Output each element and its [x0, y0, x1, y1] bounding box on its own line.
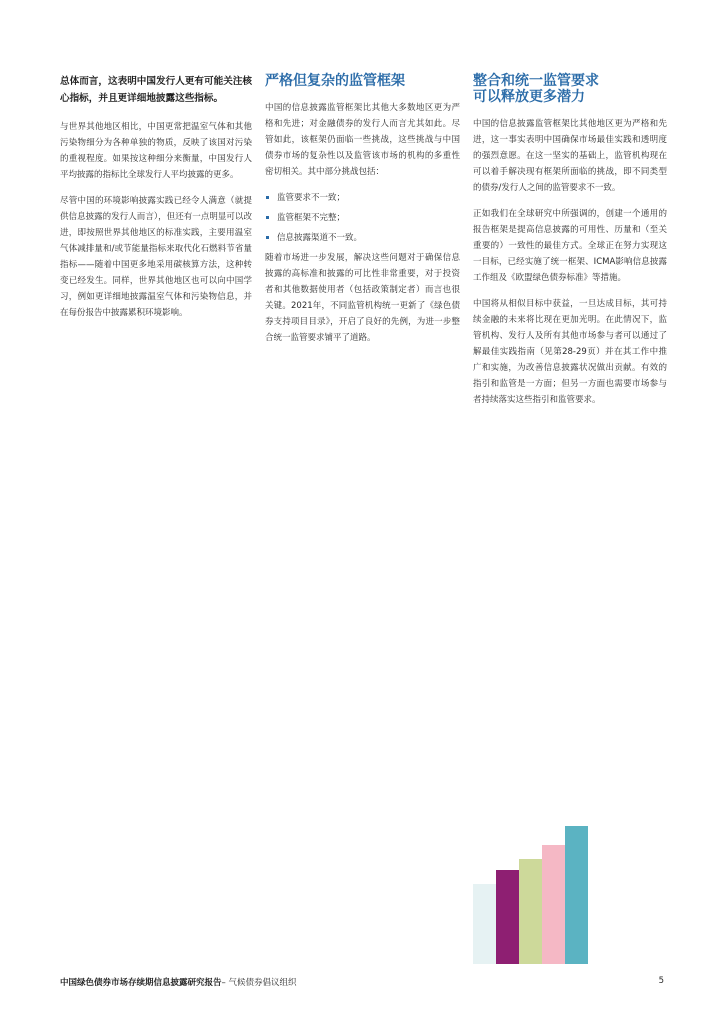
report-title: 中国绿色债券市场存续期信息披露研究报告: [60, 978, 222, 988]
bullet-list: [265, 190, 460, 246]
section-heading: [473, 73, 667, 105]
paragraph: 随着市场进一步发展，解决这些问题对于确保信息披露的高标准和披露的可比性非常重要，对于投资者和其他数据使用者（包括政策制定者）而言也很关键。2021年，不同监管机构统一更新了《绿色债券支持项目目录》，开启了良好的先例，为进一步整合统一监管要求铺平了道路。: [265, 253, 460, 343]
list-item: 监管要求不一致；: [265, 190, 460, 206]
column-middle: [265, 73, 460, 356]
paragraph: 中国的信息披露监管框架比其他地区更为严格和先进，这一事实表明中国确保市场最佳实践和透明度的强烈意愿。在这一坚实的基础上，监管机构现在可以着手解决现有框架所面临的挑战，即不同类型的债券/发行人之间的监管要求不一致。: [473, 119, 667, 193]
paragraph: 与世界其他地区相比，中国更常把温室气体和其他污染物细分为各种单独的物质，反映了该国对污染的重视程度。如果按这种细分来衡量，中国发行人平均披露的指标比全球发行人平均披露的更多。: [60, 122, 252, 180]
decor-bar: [519, 859, 542, 964]
decor-bar: [542, 845, 565, 964]
footer-separator: –: [221, 978, 229, 988]
decor-bar: [496, 870, 519, 964]
decorative-bars: [473, 826, 598, 964]
column-right: [473, 73, 667, 418]
paragraph: 中国将从相似目标中获益，一旦达成目标，其可持续金融的未来将比现在更加光明。在此情况下，监管机构、发行人及所有其他市场参与者可以通过了解最佳实践指南（见第28-29页）并在其工作中推广和实施，为改善信息披露状况做出贡献。有效的指引和监管是一方面；但另一方面也需要市场参与者持续落实这些指引和监管要求。: [473, 299, 667, 405]
list-item: 监管框架不完整；: [265, 210, 460, 226]
lead-paragraph: 总体而言，这表明中国发行人更有可能关注核心指标，并且更详细地披露这些指标。: [60, 76, 252, 104]
heading-line: 可以释放更多潜力: [473, 89, 585, 105]
paragraph: 中国的信息披露监管框架比其他大多数地区更为严格和先进；对金融债券的发行人而言尤其如此。尽管如此，该框架仍面临一些挑战，这些挑战与中国债券市场的复杂性以及监管该市场的机构的多重性密切相关。其中部分挑战包括：: [265, 103, 460, 177]
list-item: 信息披露渠道不一致。: [265, 230, 460, 246]
footer: [60, 976, 296, 988]
column-left: [60, 73, 252, 331]
organization-name: 气候债券倡议组织: [228, 978, 297, 988]
paragraph: 尽管中国的环境影响披露实践已经令人满意（就提供信息披露的发行人而言），但还有一点明显可以改进，即按照世界其他地区的标准实践，主要用温室气体减排量和/或节能量指标来取代化石燃料节省量指标——随着中国更多地采用碳核算方法，这种转变已经发生。同样，世界其他地区也可以向中国学习，例如更详细地披露温室气体和污染物信息，并在每份报告中披露累积环境影响。: [60, 196, 252, 318]
paragraph: 正如我们在全球研究中所强调的，创建一个通用的报告框架是提高信息披露的可用性、历量和（至关重要的）一致性的最佳方式。全球正在努力实现这一目标，已经实施了统一框架、ICMA影响信息披露工作组及《欧盟绿色债券标准》等措施。: [473, 209, 667, 283]
decor-bar: [565, 826, 588, 964]
heading-line: 整合和统一监管要求: [473, 73, 599, 89]
section-heading: 严格但复杂的监管框架: [265, 73, 405, 89]
decor-bar: [473, 884, 496, 964]
page-number: 5: [658, 976, 664, 986]
